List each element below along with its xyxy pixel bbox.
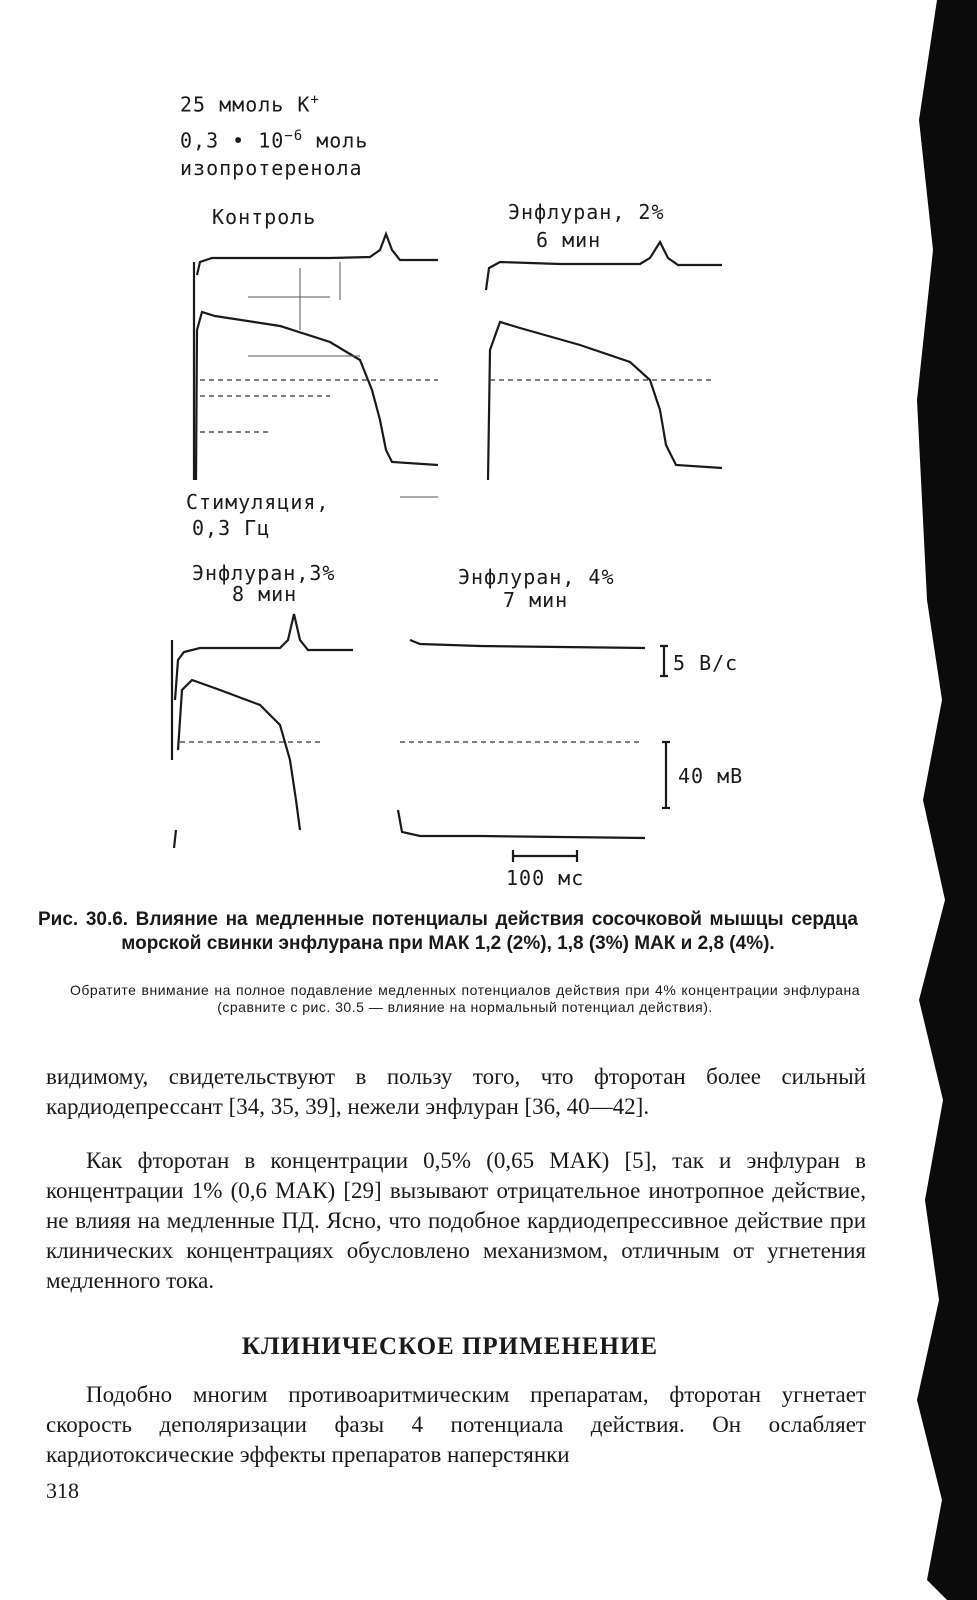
control-dvdt-trace [197, 234, 438, 275]
scale-dvdt-bar [660, 646, 668, 676]
paragraph-text: Как фторотан в концентрации 0,5% (0,65 МАК) [5], так и энфлуран в концентрации 1% (0,6 МАК) [29] вызывают отрицательное инотропное действие, не влияя на медленные ПД. Ясно, что подобное кардиодепрессивное действие при клинических концентрациях обусловлено механизмом, отличным от угнетения медленного тока. [46, 1148, 866, 1293]
panel-enf2-time: 6 мин [536, 228, 602, 252]
section-heading: КЛИНИЧЕСКОЕ ПРИМЕНЕНИЕ [241, 1333, 659, 1360]
scale-time-bar [513, 850, 577, 862]
paragraph-text: Подобно многим противоаритмическим препаратам, фторотан угнетает скорость деполяризации фазы 4 потенциала действия. Он ослабляет кардиотоксические эффекты препаратов наперстянки [46, 1382, 866, 1467]
conditions-potassium-sup: + [310, 92, 320, 108]
conditions-line3: изопротеренола [180, 156, 363, 180]
enf3-dvdt-trace [175, 614, 353, 700]
conditions-dose: 0,3 • 10 [180, 128, 285, 153]
body-paragraph-2 [46, 1146, 866, 1296]
body-paragraph-1 [46, 1062, 866, 1122]
body-paragraph-3 [46, 1380, 866, 1470]
scale-voltage-label: 40 мВ [678, 764, 744, 788]
panel-control-title: Контроль [212, 205, 317, 229]
enf4-dvdt-trace [410, 640, 645, 648]
conditions-line2 [180, 128, 368, 153]
stimulation-label: Стимуляция, [186, 490, 330, 514]
panel-enf3-time: 8 мин [232, 582, 298, 606]
figure-caption: Рис. 30.6. Влияние на медленные потенциалы действия сосочковой мышцы сердца морской свинки энфлурана при МАК 1,2 (2%), 1,8 (3%) МАК и 2,8 (4%). [38, 909, 858, 954]
enf3-ap-trace [178, 680, 300, 830]
scale-time-label: 100 мс [506, 866, 585, 890]
page-number: 318 [46, 1478, 79, 1503]
conditions-dose-exponent: −6 [284, 128, 304, 144]
panel-enf4-time: 7 мин [503, 588, 569, 612]
figure-caption-note: Обратите внимание на полное подавление медленных потенциалов действия при 4% концентрации энфлурана (сравните с рис. 30.5 — влияние на нормальный потенциал действия). [70, 982, 860, 1015]
panel-enf2-title: Энфлуран, 2% [508, 200, 665, 224]
paragraph-text: видимому, свидетельствуют в пользу того, что фторотан более сильный кардиодепрессант [34, 35, 39], нежели энфлуран [36, 40—42]. [46, 1064, 866, 1119]
panel-enf3-title: Энфлуран,3% [192, 561, 336, 585]
enf4-ap-trace [398, 810, 645, 838]
enf2-dvdt-trace [486, 242, 722, 290]
scale-dvdt-label: 5 В/с [673, 651, 739, 675]
conditions-potassium: 25 ммоль K [180, 92, 311, 117]
conditions-dose-unit: моль [303, 128, 369, 153]
conditions-line1 [180, 92, 320, 117]
enf2-ap-trace [488, 322, 722, 480]
stimulation-frequency: 0,3 Гц [192, 516, 271, 540]
panel-enf4-title: Энфлуран, 4% [458, 565, 615, 589]
scale-voltage-bar [662, 742, 670, 808]
